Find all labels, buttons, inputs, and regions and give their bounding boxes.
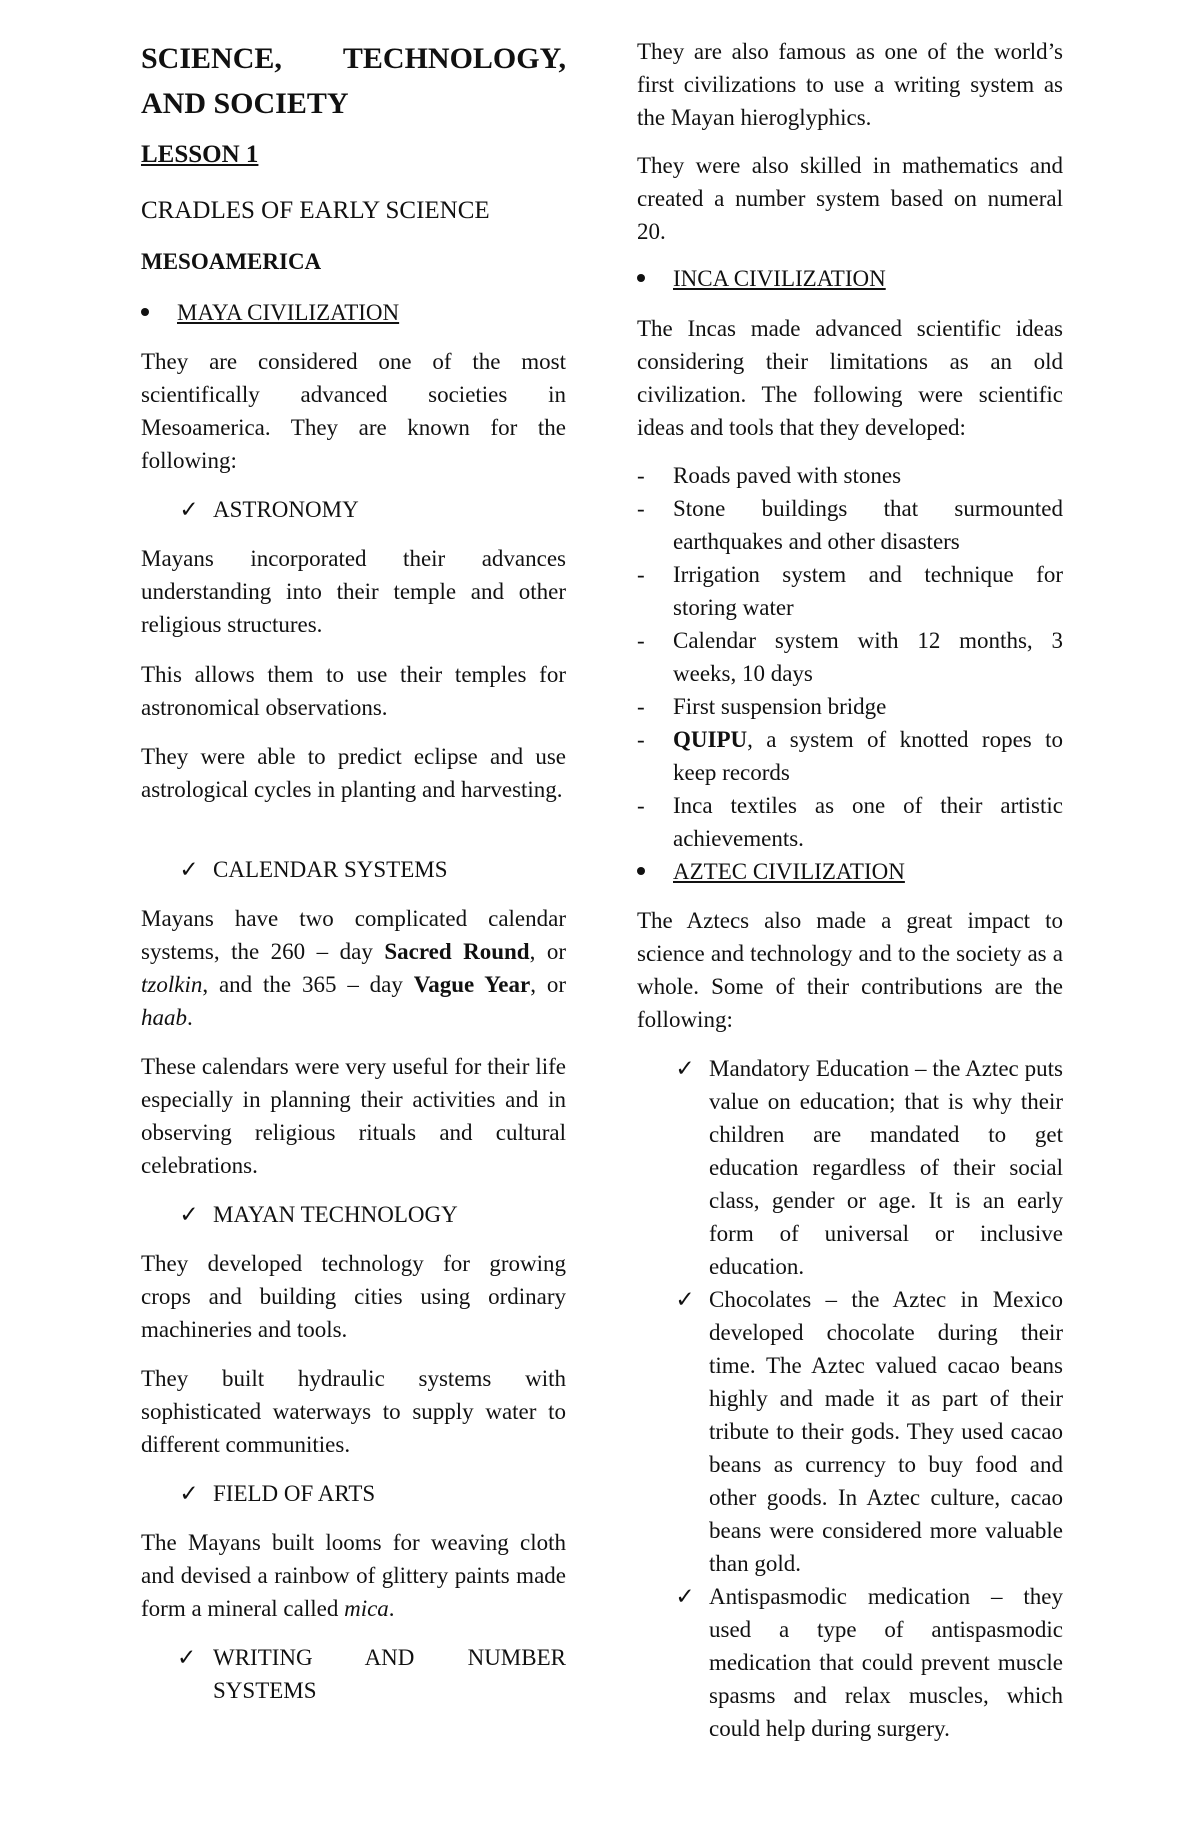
writing-paragraph-2: They were also skilled in mathematics and created a number system based on numeral 20. (637, 153, 1063, 244)
checkmark-icon: ✓ (179, 1202, 199, 1227)
bullet-icon (141, 308, 149, 316)
bullet-icon (637, 274, 645, 282)
list-item: - Stone buildings that surmounted earthquakes and other disasters (637, 496, 1063, 554)
calendar-heading: ✓ CALENDAR SYSTEMS (141, 853, 566, 886)
maya-heading (141, 296, 566, 329)
checkmark-icon: ✓ (179, 497, 199, 522)
checkmark-icon: ✓ (179, 857, 199, 882)
inca-list (637, 459, 1063, 855)
calendar-paragraph-1: Mayans have two complicated calendar systems, the 260 – day Sacred Round, or tzolkin, and the 365 – day Vague Year, or haab. (141, 906, 566, 1030)
arts-heading: ✓ FIELD OF ARTS (141, 1477, 566, 1510)
list-item: - Calendar system with 12 months, 3 weeks, 10 days (637, 628, 1063, 686)
list-item: ✓ Chocolates – the Aztec in Mexico developed chocolate during their time. The Aztec valued cacao beans highly and made it as part of their tribute to their gods. They used cacao beans as currency to buy food and other goods. In Aztec culture, cacao beans were considered more valuable than gold. (637, 1283, 1063, 1580)
technology-paragraph-2: They built hydraulic systems with sophisticated waterways to supply water to different communities. (141, 1366, 566, 1457)
astronomy-paragraph-2: This allows them to use their temples for astronomical observations. (141, 662, 566, 720)
region-heading: MESOAMERICA (141, 249, 322, 274)
checkmark-icon: ✓ (675, 1056, 695, 1081)
checkmark-icon: ✓ (179, 1481, 199, 1506)
writing-heading: ✓ WRITING AND NUMBER SYSTEMS (141, 1641, 566, 1707)
list-item: - First suspension bridge (637, 694, 887, 719)
list-item: ✓ Antispasmodic medication – they used a type of antispasmodic medication that could prevent muscle spasms and relax muscles, which could help during surgery. (637, 1580, 1063, 1745)
checkmark-icon: ✓ (177, 1645, 197, 1670)
aztec-heading: AZTEC CIVILIZATION (637, 855, 1063, 888)
checkmark-icon: ✓ (675, 1287, 695, 1312)
lesson-number: LESSON 1 (141, 141, 259, 168)
aztec-list (637, 1052, 1063, 1745)
astronomy-paragraph-3: They were able to predict eclipse and use astrological cycles in planting and harvesting. (141, 744, 566, 802)
astronomy-paragraph-1: Mayans incorporated their advances understanding into their temple and other religious structures. (141, 546, 566, 637)
list-item: - QUIPU, a system of knotted ropes to keep records (637, 727, 1063, 785)
inca-intro: The Incas made advanced scientific ideas considering their limitations as an old civilization. The following were scientific ideas and tools that they developed: (637, 316, 1063, 440)
bullet-icon (637, 867, 645, 875)
list-item: ✓ Mandatory Education – the Aztec puts value on education; that is why their children are mandated to get education regardless of their social class, gender or age. It is an early form of universal or inclusive education. (637, 1052, 1063, 1283)
list-item: - Inca textiles as one of their artistic achievements. (637, 793, 1063, 851)
writing-paragraph-1: They are also famous as one of the world’s first civilizations to use a writing system as the Mayan hieroglyphics. (637, 39, 1063, 130)
maya-heading-label: MAYA CIVILIZATION (177, 300, 400, 325)
astronomy-heading: ✓ ASTRONOMY (141, 493, 566, 526)
document-title: SCIENCE, TECHNOLOGY, AND SOCIETY (141, 42, 566, 120)
aztec-intro: The Aztecs also made a great impact to science and technology and to the society as a whole. Some of their contributions are the following: (637, 908, 1063, 1032)
list-item: - Irrigation system and technique for storing water (637, 562, 1063, 620)
maya-intro: They are considered one of the most scientifically advanced societies in Mesoamerica. They are known for the following: (141, 349, 566, 473)
technology-heading: ✓ MAYAN TECHNOLOGY (141, 1198, 566, 1231)
calendar-paragraph-2: These calendars were very useful for their life especially in planning their activities and in observing religious rituals and cultural celebrations. (141, 1054, 566, 1178)
arts-paragraph: The Mayans built looms for weaving cloth and devised a rainbow of glittery paints made form a mineral called mica. (141, 1530, 566, 1621)
technology-paragraph-1: They developed technology for growing crops and building cities using ordinary machineries and tools. (141, 1251, 566, 1342)
lesson-subtitle: CRADLES OF EARLY SCIENCE (141, 197, 490, 224)
checkmark-icon: ✓ (675, 1584, 695, 1609)
list-item: - Roads paved with stones (637, 463, 902, 488)
inca-heading: INCA CIVILIZATION (637, 262, 1063, 295)
